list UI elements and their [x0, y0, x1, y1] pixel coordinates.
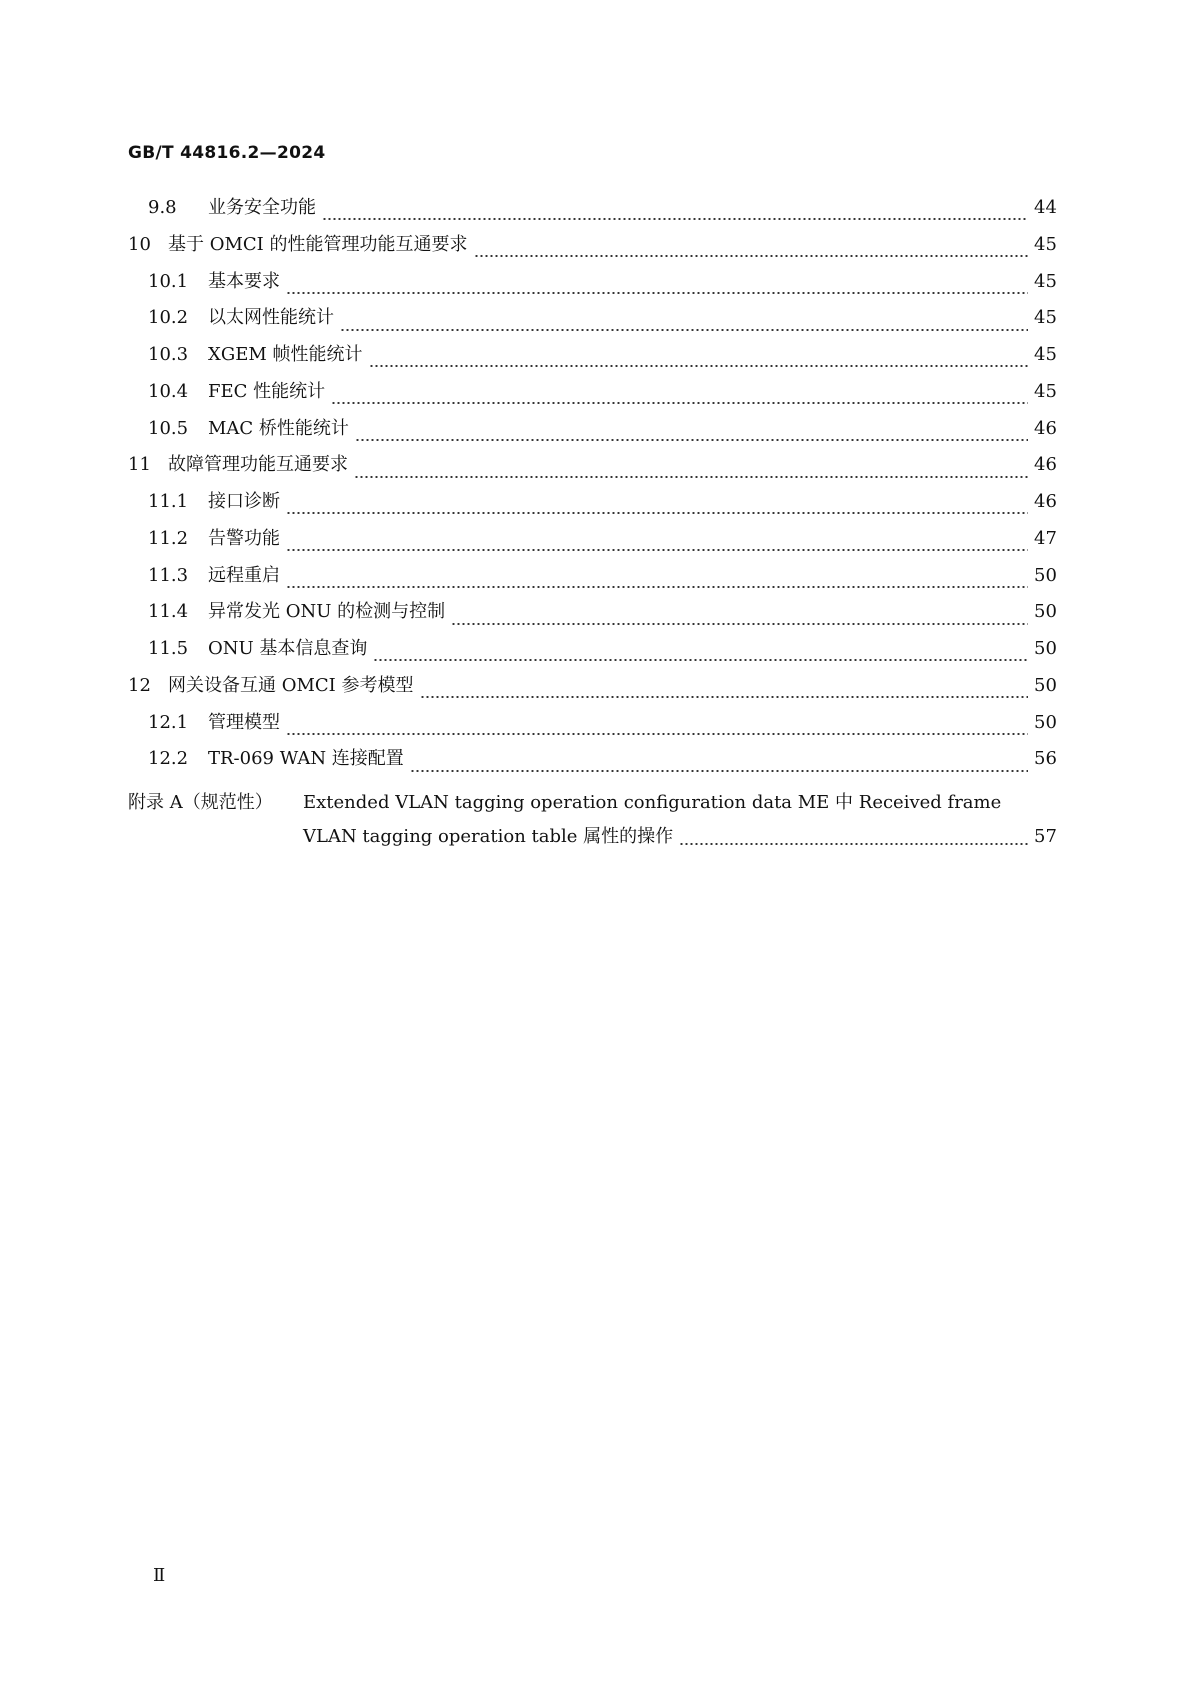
appendix-title-line2: VLAN tagging operation table 属性的操作 — [303, 825, 674, 847]
toc-entry-title: 告警功能 — [208, 527, 280, 549]
toc-entry-number: 10.3 — [148, 344, 189, 365]
toc-leader-dots — [286, 512, 1028, 514]
toc-entry-page-number: 50 — [1034, 564, 1057, 586]
toc-entry-page-number: 45 — [1034, 344, 1057, 365]
toc-leader-dots — [286, 292, 1028, 294]
toc-entry-number: 10.4 — [148, 380, 189, 402]
toc-entry-number: 12.1 — [148, 711, 189, 733]
toc-entry-number: 10 — [128, 233, 151, 255]
toc-leader-dots — [331, 402, 1028, 404]
toc-entry-number: 12 — [128, 674, 151, 696]
document-id-header: GB/T 44816.2—2024 — [128, 143, 326, 163]
toc-entry-title: XGEM 帧性能统计 — [208, 344, 363, 365]
toc-entry-number: 10.2 — [148, 307, 189, 329]
toc-entry-page-number: 45 — [1034, 233, 1057, 255]
toc-leader-dots — [340, 329, 1028, 331]
toc-entry-number: 11.5 — [148, 638, 189, 659]
toc-entry-title: 远程重启 — [208, 564, 280, 586]
toc-entry-title: 故障管理功能互通要求 — [168, 454, 348, 476]
toc-entry-page-number: 46 — [1034, 454, 1057, 476]
toc-entry-title: 异常发光 ONU 的检测与控制 — [208, 601, 446, 623]
toc-entry[interactable] — [128, 233, 1057, 271]
toc-entry-page-number: 56 — [1034, 748, 1057, 770]
toc-entry[interactable] — [128, 270, 1057, 308]
table-of-contents — [128, 197, 1057, 859]
toc-entry[interactable] — [128, 674, 1057, 712]
toc-entry[interactable] — [128, 197, 1057, 234]
toc-entry-page-number: 47 — [1034, 527, 1057, 549]
toc-entry-number: 11.1 — [148, 491, 189, 512]
toc-entry-title: MAC 桥性能统计 — [208, 417, 349, 439]
toc-leader-dots — [355, 439, 1028, 441]
toc-entry-title: 基本要求 — [208, 270, 280, 292]
toc-entry[interactable] — [128, 307, 1057, 344]
toc-entry[interactable] — [128, 417, 1057, 455]
toc-entry-number: 10.1 — [148, 270, 189, 292]
toc-leader-dots — [410, 770, 1028, 772]
toc-entry-page-number: 45 — [1034, 270, 1057, 292]
toc-entry-title: TR-069 WAN 连接配置 — [208, 748, 404, 770]
toc-entry-page-number: 50 — [1034, 638, 1057, 659]
appendix-label: 附录 A（规范性） — [128, 792, 273, 813]
toc-entry[interactable] — [128, 711, 1057, 749]
page-footer-number: Ⅱ — [153, 1565, 165, 1586]
toc-entry-number: 9.8 — [148, 197, 177, 218]
toc-entry-title: 业务安全功能 — [208, 197, 316, 218]
toc-leader-dots — [286, 549, 1028, 551]
toc-entry[interactable] — [128, 638, 1057, 675]
toc-leader-dots — [420, 696, 1028, 698]
toc-leader-dots — [369, 365, 1029, 367]
toc-entry-number: 11.2 — [148, 527, 189, 549]
toc-leader-dots — [322, 218, 1028, 220]
toc-leader-dots — [679, 843, 1028, 845]
toc-entry[interactable] — [128, 454, 1057, 491]
toc-entry-title: 接口诊断 — [208, 491, 280, 512]
toc-entry[interactable] — [128, 491, 1057, 528]
appendix-page-number: 57 — [1034, 825, 1057, 847]
toc-entry-title: 以太网性能统计 — [208, 307, 334, 329]
toc-leader-dots — [451, 623, 1028, 625]
toc-entry[interactable] — [128, 344, 1057, 381]
toc-entry-number: 11.4 — [148, 601, 189, 623]
toc-leader-dots — [354, 476, 1028, 478]
toc-entry-page-number: 50 — [1034, 711, 1057, 733]
toc-leader-dots — [373, 659, 1028, 661]
toc-appendix-entry[interactable] — [128, 785, 1057, 859]
toc-entry-title: 网关设备互通 OMCI 参考模型 — [168, 674, 414, 696]
toc-leader-dots — [286, 733, 1028, 735]
toc-entry-number: 11.3 — [148, 564, 189, 586]
toc-entry-page-number: 45 — [1034, 307, 1057, 329]
toc-entry[interactable] — [128, 564, 1057, 602]
appendix-title-line1: Extended VLAN tagging operation configuration data ME 中 Received frame — [303, 792, 1002, 813]
toc-entry-number: 10.5 — [148, 417, 189, 439]
toc-entry-page-number: 50 — [1034, 601, 1057, 623]
toc-entries — [128, 197, 1057, 785]
toc-entry[interactable] — [128, 601, 1057, 638]
toc-entry-title: FEC 性能统计 — [208, 380, 326, 402]
toc-entry-title: 基于 OMCI 的性能管理功能互通要求 — [168, 233, 468, 255]
toc-entry-page-number: 50 — [1034, 674, 1057, 696]
toc-leader-dots — [474, 255, 1028, 257]
toc-entry-page-number: 46 — [1034, 417, 1057, 439]
toc-entry[interactable] — [128, 527, 1057, 565]
toc-entry-title: ONU 基本信息查询 — [208, 638, 368, 659]
toc-entry-number: 11 — [128, 454, 151, 476]
toc-entry[interactable] — [128, 748, 1057, 785]
toc-entry-page-number: 44 — [1034, 197, 1057, 218]
toc-entry-title: 管理模型 — [208, 711, 280, 733]
toc-entry[interactable] — [128, 380, 1057, 418]
toc-entry-page-number: 46 — [1034, 491, 1057, 512]
toc-entry-page-number: 45 — [1034, 380, 1057, 402]
toc-leader-dots — [286, 586, 1028, 588]
toc-entry-number: 12.2 — [148, 748, 189, 770]
